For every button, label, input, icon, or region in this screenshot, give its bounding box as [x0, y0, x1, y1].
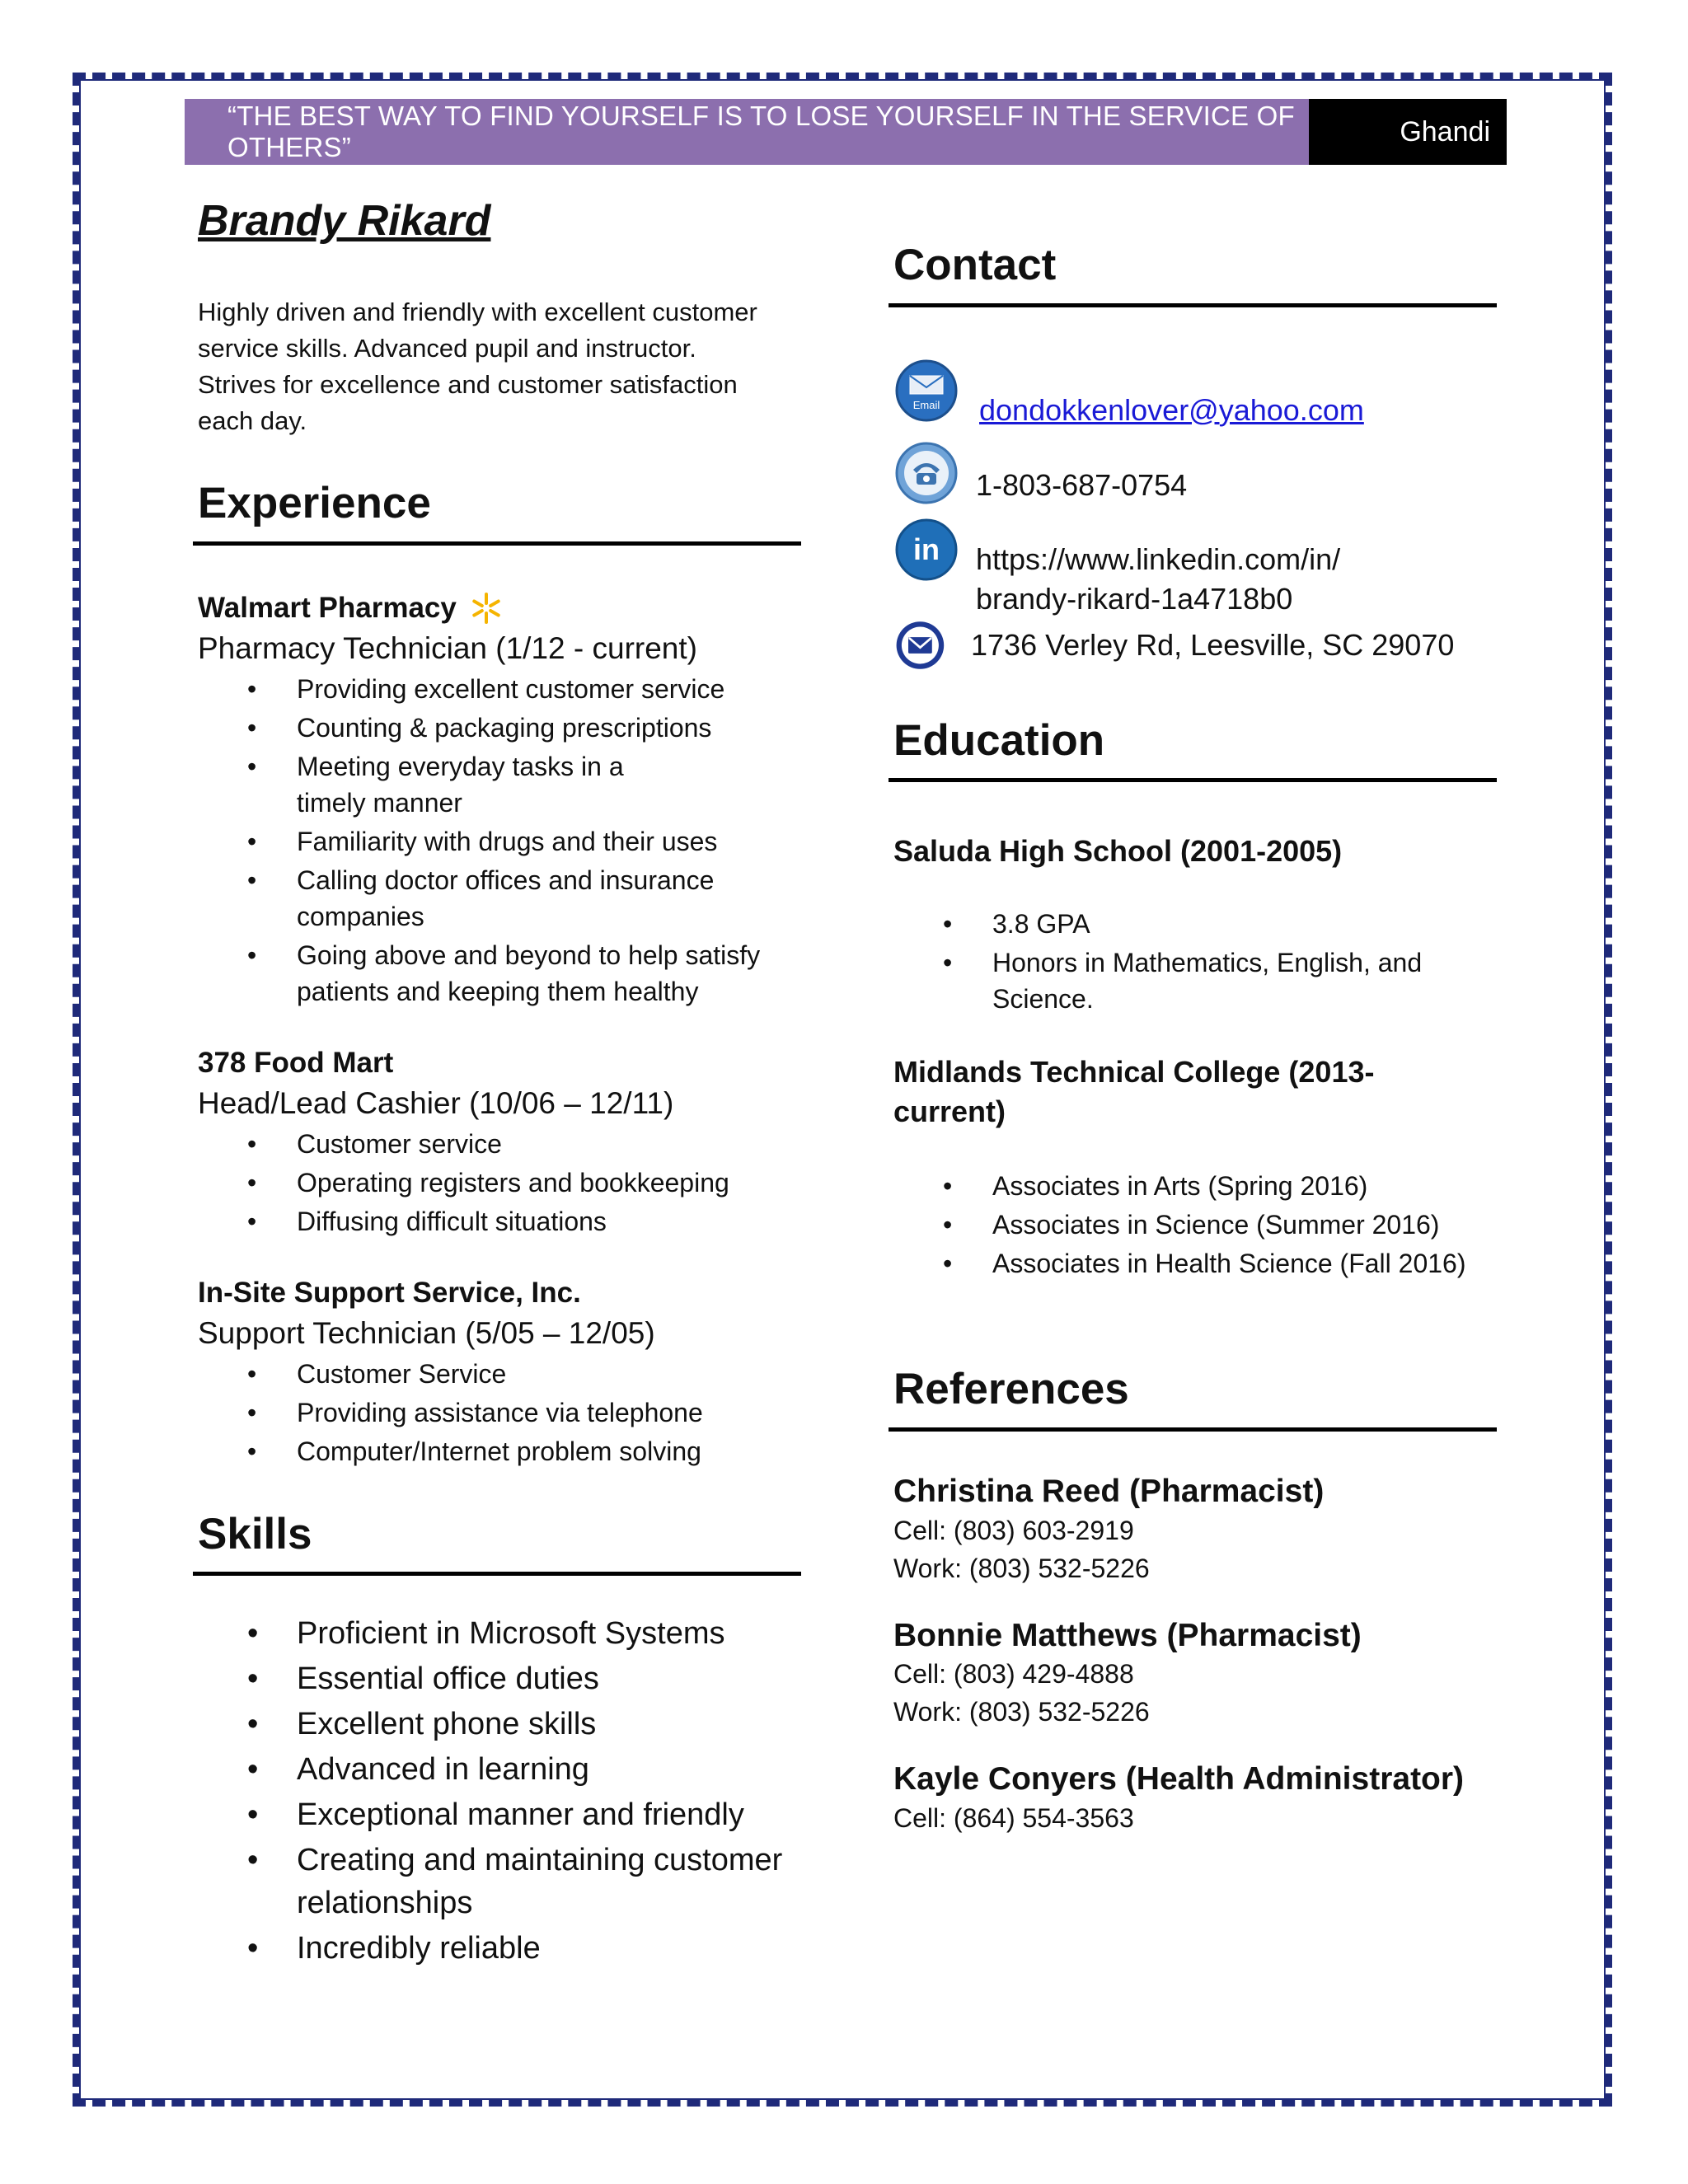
- education-heading: Education: [893, 715, 1105, 765]
- job-food-mart: [198, 1047, 808, 1240]
- reference-phone: Cell: (803) 429-4888: [893, 1659, 1134, 1690]
- references-heading: References: [893, 1365, 1129, 1414]
- list-item: • Familiarity with drugs and their uses: [198, 823, 808, 860]
- reference-1: [893, 1473, 1503, 1587]
- list-item: • Excellent phone skills: [198, 1703, 808, 1746]
- list-item: • Advanced in learning: [198, 1748, 808, 1791]
- right-column: [893, 239, 1503, 1837]
- job-company: Walmart Pharmacy: [198, 591, 457, 624]
- reference-3: [893, 1760, 1503, 1837]
- job-in-site: [198, 1277, 808, 1469]
- reference-phone: Cell: (864) 554-3563: [893, 1803, 1134, 1834]
- list-item: • Proficient in Microsoft Systems: [198, 1612, 808, 1655]
- list-item: • Going above and beyond to help satisfy patients and keeping them healthy: [198, 937, 808, 1010]
- reference-name: Bonnie Matthews (Pharmacist): [893, 1617, 1362, 1653]
- job-company: In-Site Support Service, Inc.: [198, 1276, 581, 1309]
- list-item: • Providing assistance via telephone: [198, 1394, 808, 1431]
- banner-author: Ghandi: [1309, 99, 1507, 165]
- contact-heading: Contact: [893, 241, 1057, 289]
- email-link[interactable]: dondokkenlover@yahoo.com: [979, 392, 1364, 427]
- list-item: • Incredibly reliable: [198, 1927, 808, 1970]
- quote-banner: [185, 99, 1507, 165]
- person-name: Brandy Rikard: [198, 197, 491, 245]
- list-item: • Computer/Internet problem solving: [198, 1433, 808, 1469]
- school-name: Saluda High School (2001-2005): [893, 834, 1343, 869]
- school-bullets: [893, 1168, 1503, 1282]
- list-item: • Associates in Arts (Spring 2016): [893, 1168, 1503, 1204]
- svg-text:in: in: [913, 532, 940, 566]
- address: 1736 Verley Rd, Leesville, SC 29070: [971, 627, 1455, 662]
- school-bullets: [893, 906, 1503, 1017]
- svg-text:Email: Email: [912, 398, 940, 411]
- job-role: Support Technician (5/05 – 12/05): [198, 1315, 655, 1350]
- list-item: • Creating and maintaining customer relationships: [198, 1839, 808, 1924]
- school-saluda: [893, 832, 1503, 1017]
- job-company: 378 Food Mart: [198, 1046, 394, 1079]
- contact-linkedin-row: [893, 517, 1503, 616]
- walmart-spark-icon: [470, 592, 503, 625]
- reference-phone: Cell: (803) 603-2919: [893, 1515, 1134, 1545]
- linkedin-url-line2: brandy-rikard-1a4718b0: [976, 581, 1293, 616]
- contact-email-row: [893, 354, 1503, 428]
- reference-phone: Work: (803) 532-5226: [893, 1553, 1150, 1583]
- experience-heading: Experience: [198, 479, 431, 528]
- email-icon: [893, 358, 959, 424]
- contact-phone-row: [893, 436, 1503, 510]
- list-item: • Calling doctor offices and insurance companies: [198, 862, 758, 935]
- school-name: Midlands Technical College (2013-current): [893, 1055, 1375, 1129]
- list-item: • Counting & packaging prescriptions: [198, 710, 808, 746]
- job-role: Head/Lead Cashier (10/06 – 12/11): [198, 1085, 674, 1120]
- skills-list: [198, 1612, 808, 1970]
- reference-name: Kayle Conyers (Health Administrator): [893, 1761, 1465, 1797]
- list-item: • Exceptional manner and friendly: [198, 1793, 808, 1836]
- job-role: Pharmacy Technician (1/12 - current): [198, 630, 697, 665]
- reference-name: Christina Reed (Pharmacist): [893, 1473, 1325, 1509]
- list-item: • Associates in Health Science (Fall 2016): [893, 1245, 1503, 1282]
- job-duties: [198, 1126, 808, 1240]
- skills-heading: Skills: [198, 1509, 312, 1558]
- list-item: • Meeting everyday tasks in a timely manner: [198, 748, 659, 821]
- summary: Highly driven and friendly with excellent customer service skills. Advanced pupil and instructor. Strives for excellence and customer satisfaction each day.: [198, 298, 757, 436]
- school-midlands: [893, 1052, 1503, 1282]
- left-column: [198, 198, 808, 1972]
- list-item: • Customer service: [198, 1126, 808, 1162]
- linkedin-icon: [893, 517, 959, 583]
- list-item: • Customer Service: [198, 1356, 808, 1392]
- list-item: • Operating registers and bookkeeping: [198, 1165, 808, 1201]
- job-duties: [198, 1356, 808, 1469]
- list-item: • Honors in Mathematics, English, and Science.: [893, 944, 1470, 1017]
- job-duties: [198, 671, 808, 1010]
- list-item: • Diffusing difficult situations: [198, 1203, 808, 1240]
- contact-address-row: [893, 612, 1503, 678]
- phone-number: 1-803-687-0754: [976, 467, 1188, 502]
- reference-phone: Work: (803) 532-5226: [893, 1697, 1150, 1727]
- list-item: • Associates in Science (Summer 2016): [893, 1207, 1503, 1243]
- reference-2: [893, 1617, 1503, 1732]
- list-item: • Essential office duties: [198, 1657, 808, 1700]
- phone-icon: [893, 440, 959, 506]
- mail-envelope-icon: [893, 616, 953, 675]
- banner-quote: “THE BEST WAY TO FIND YOURSELF IS TO LOSE YOURSELF IN THE SERVICE OF OTHERS”: [185, 99, 1309, 165]
- linkedin-url-line1: https://www.linkedin.com/in/: [976, 541, 1341, 576]
- list-item: • 3.8 GPA: [893, 906, 1503, 942]
- list-item: • Providing excellent customer service: [198, 671, 808, 707]
- job-walmart: [198, 592, 808, 1010]
